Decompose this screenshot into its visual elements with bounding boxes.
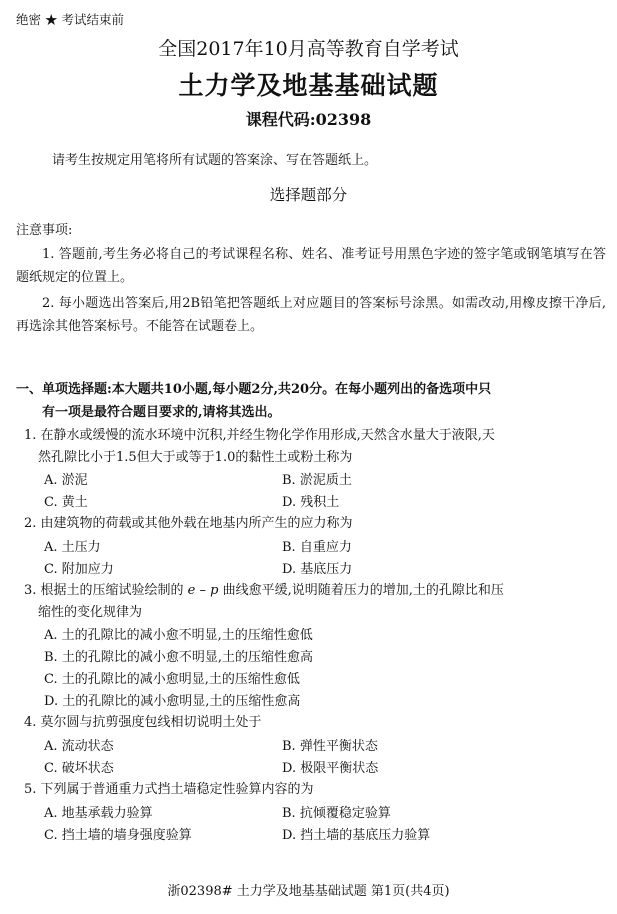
note-item-2: 2. 每小题选出答案后,用2B铅笔把答题纸上对应题目的答案标号涂黑。如需改动,用橡皮擦干净后,再选涂其他答案标号。不能答在试题卷上。: [16, 296, 606, 334]
section-heading-line2: 有一项是最符合题目要求的,请将其选出。: [42, 405, 281, 420]
question-5-stem: 5. 下列属于普通重力式挡土墙稳定性验算内容的为: [24, 782, 314, 797]
answer-instruction: 请考生按规定用笔将所有试题的答案涂、写在答题纸上。: [52, 153, 378, 168]
question-3-option-b: B. 土的孔隙比的减小愈不明显,土的压缩性愈高: [44, 650, 313, 665]
page-footer: 浙02398# 土力学及地基基础试题 第1页(共4页): [167, 884, 450, 899]
question-4-option-d: D. 极限平衡状态: [282, 761, 379, 776]
course-code: 课程代码:02398: [245, 110, 372, 129]
section-heading: [16, 378, 586, 424]
question-4-stem: 4. 莫尔圆与抗剪强度包线相切说明土处于: [24, 715, 262, 730]
question-5-option-d: D. 挡土墙的基底压力验算: [282, 828, 431, 843]
question-2-option-d: D. 基底压力: [282, 562, 353, 577]
question-2: [24, 513, 584, 535]
note-item-1: 1. 答题前,考生务必将自己的考试课程名称、姓名、准考证号用黑色字迹的签字笔或钢笔填写在答题纸规定的位置上。: [16, 247, 606, 285]
question-3-stem-suffix: 曲线愈平缓,说明随着压力的增加,土的孔隙比和压: [218, 583, 504, 598]
question-1-option-a: A. 淤泥: [44, 473, 88, 488]
question-2-stem: 2. 由建筑物的荷载或其他外载在地基内所产生的应力称为: [24, 516, 353, 531]
question-3-stem-line1: [24, 580, 584, 602]
question-5: [24, 779, 584, 801]
question-1-option-d: D. 残积土: [282, 495, 340, 510]
question-3-option-a: A. 土的孔隙比的减小愈不明显,土的压缩性愈低: [44, 628, 313, 643]
question-2-option-b: B. 自重应力: [282, 540, 352, 555]
part-title: 选择题部分: [269, 186, 348, 204]
question-4: [24, 712, 584, 734]
question-4-option-a: A. 流动状态: [44, 739, 114, 754]
question-3-option-c: C. 土的孔隙比的减小愈明显,土的压缩性愈低: [44, 672, 300, 687]
section-heading-line1: 一、单项选择题:本大题共10小题,每小题2分,共20分。在每小题列出的备选项中只: [16, 382, 492, 397]
question-1-option-b: B. 淤泥质土: [282, 473, 352, 488]
question-1-stem-line2: 然孔隙比小于1.5但大于或等于1.0的黏性土或粉土称为: [38, 450, 353, 465]
question-1-option-c: C. 黄土: [44, 495, 88, 510]
confidential-mark: 绝密 ★ 考试结束前: [16, 12, 124, 27]
notes-title: 注意事项:: [16, 223, 73, 238]
e-p-curve-symbol: e – p: [187, 583, 219, 598]
exam-title: 全国2017年10月高等教育自学考试: [158, 38, 459, 60]
question-3-stem-prefix: 3. 根据土的压缩试验绘制的: [24, 583, 188, 598]
subject-title: 土力学及地基基础试题: [178, 71, 439, 100]
question-3: [24, 580, 584, 624]
question-2-option-c: C. 附加应力: [44, 562, 114, 577]
question-1: [24, 425, 584, 469]
question-5-option-a: A. 地基承载力验算: [44, 806, 153, 821]
question-5-option-b: B. 抗倾覆稳定验算: [282, 806, 391, 821]
question-2-option-a: A. 土压力: [44, 540, 101, 555]
question-4-option-c: C. 破坏状态: [44, 761, 114, 776]
question-3-option-d: D. 土的孔隙比的减小愈明显,土的压缩性愈高: [44, 694, 301, 709]
question-4-option-b: B. 弹性平衡状态: [282, 739, 378, 754]
question-1-stem-line1: 1. 在静水或缓慢的流水环境中沉积,并经生物化学作用形成,天然含水量大于液限,天: [24, 428, 495, 443]
question-5-option-c: C. 挡土墙的墙身强度验算: [44, 828, 192, 843]
question-3-stem-line2: 缩性的变化规律为: [38, 605, 143, 620]
